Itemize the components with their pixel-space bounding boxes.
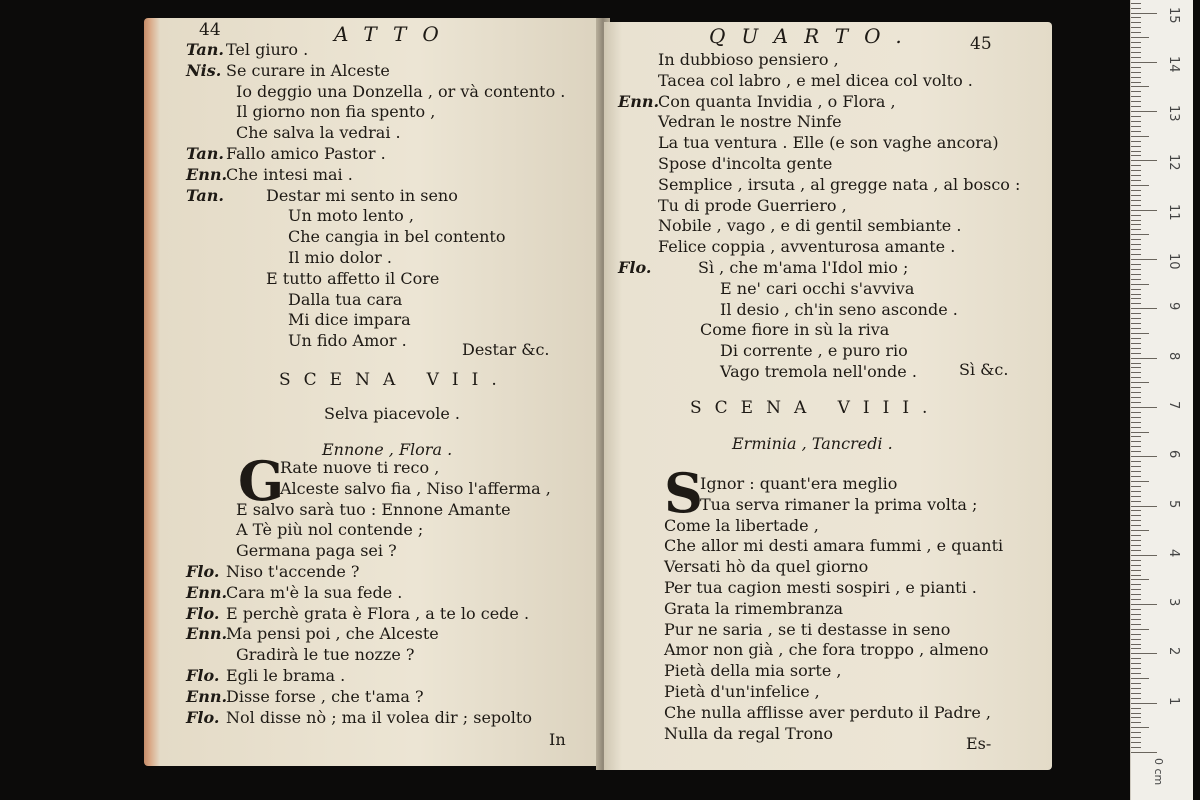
ruler-tick [1131,27,1141,28]
ruler-tick [1131,185,1149,186]
ruler-number: 8 [1166,351,1181,360]
ruler-tick [1131,155,1141,156]
page-number-left: 44 [199,20,221,40]
ruler-tick [1131,82,1141,83]
ruler-tick [1131,604,1157,605]
verse-line: Che nulla afflisse aver perduto il Padre , [664,702,991,722]
ruler-tick [1131,106,1141,107]
ruler-tick [1131,289,1141,290]
verse-line: Il desio , ch'in seno asconde . [720,299,958,319]
ruler-tick [1131,668,1141,669]
ruler-tick [1131,259,1157,260]
aria-repeat-left: Destar &c. [462,340,550,359]
ruler-number: 6 [1166,450,1181,459]
ruler-tick [1131,550,1141,551]
ruler-tick [1131,195,1141,196]
speaker-label: Flo. [186,562,220,581]
ruler-tick [1131,476,1141,477]
ruler-tick [1131,658,1141,659]
verse-line: Un fido Amor . [288,331,407,351]
ruler-tick [1131,698,1141,699]
ruler-tick [1131,570,1141,571]
drop-cap-left: G [238,449,285,513]
ruler-tick [1131,382,1149,383]
ruler-tick [1131,525,1141,526]
ruler-tick [1131,146,1141,147]
ruler-tick [1131,422,1141,423]
verse-line: Alceste salvo fia , Niso l'afferma , [280,478,551,498]
verse-line: Nulla da regal Trono [664,723,834,743]
ruler-tick [1131,205,1141,206]
verse-line: Il giorno non fia spento , [236,102,436,122]
verse-line: Fallo amico Pastor . [226,144,386,163]
verse-line: Mi dice impara [288,310,411,330]
ruler-tick [1131,131,1141,132]
ruler-tick [1131,609,1141,610]
verse-line: Grata la rimembranza [664,598,844,618]
running-head-right: QUARTO. [709,24,918,48]
ruler-tick [1131,496,1141,497]
verse-line: Come fiore in sù la riva [700,320,890,340]
ruler-tick [1131,52,1141,53]
verse-line: Germana paga sei ? [236,541,397,561]
ruler-tick [1131,515,1141,516]
verse-line: Ma pensi poi , che Alceste [226,624,439,644]
ruler-tick [1131,491,1141,492]
ruler-tick [1131,308,1157,309]
ruler-tick [1131,67,1141,68]
ruler-tick [1131,210,1157,211]
verse-line: Rate nuove ti reco , [280,458,440,477]
ruler-tick [1131,111,1157,112]
speaker-label: Enn. [186,164,228,184]
ruler-tick [1131,13,1157,14]
ruler-tick [1131,392,1141,393]
verse-line: Nol disse nò ; ma il volea dir ; sepolto [226,707,532,727]
ruler-tick [1131,737,1141,738]
verse-line: Egli le brama . [226,666,346,685]
speaker-label: Tan. [186,144,224,163]
ruler-tick [1131,412,1141,413]
ruler-tick [1131,190,1141,191]
ruler-tick [1131,752,1157,753]
ruler-tick [1131,234,1149,235]
ruler-number: 11 [1166,203,1181,221]
page-number-right: 45 [970,34,992,54]
ruler-tick [1131,727,1149,728]
speaker-label: Flo. [186,707,220,727]
ruler-tick [1131,446,1141,447]
scene-characters-right: Erminia , Tancredi . [732,434,893,453]
ruler-tick [1131,91,1141,92]
verse-line: Dalla tua cara [288,289,403,309]
verse-line: Felice coppia , avventurosa amante . [658,237,956,257]
ruler-tick [1131,703,1157,704]
ruler-tick [1131,535,1141,536]
ruler-tick [1131,584,1141,585]
ruler-number: 12 [1166,154,1181,171]
ruler-tick [1131,456,1157,457]
ruler-tick [1131,32,1141,33]
ruler-tick [1131,732,1141,733]
measurement-ruler [1130,0,1193,800]
ruler-tick [1131,279,1141,280]
ruler-tick [1131,165,1141,166]
ruler-tick [1131,545,1141,546]
ruler-tick [1131,86,1149,87]
verse-line: La tua ventura . Elle (e son vaghe ancora) [658,133,999,153]
verse-line: Tu di prode Guerriero , [658,195,847,215]
ruler-number: 7 [1166,400,1181,410]
ruler-tick [1131,402,1141,403]
ruler-tick [1131,323,1141,324]
verse-line: Versati hò da quel giorno [664,557,869,577]
ruler-number: 3 [1166,598,1181,607]
verse-line: Tua serva rimaner la prima volta ; [700,494,978,514]
verse-line: Pietà della mia sorte , [664,661,842,681]
ruler-tick [1131,215,1141,216]
ruler-number: 13 [1166,105,1181,122]
verse-line: Pur ne saria , se ti destasse in seno [664,619,951,639]
ruler-tick [1131,619,1141,620]
verse-line: Che salva la vedrai . [236,123,401,143]
speaker-label: Flo. [186,603,220,623]
ruler-tick [1131,249,1141,250]
verse-line: E tutto affetto il Core [266,268,440,288]
ruler-tick [1131,353,1141,354]
ruler-number: 15 [1166,6,1181,24]
ruler-tick [1131,634,1141,635]
ruler-tick [1131,717,1141,718]
ruler-tick [1131,170,1141,171]
verse-line: In dubbioso pensiero , [658,50,839,69]
ruler-number: 5 [1166,499,1181,508]
ruler-number: 1 [1166,696,1181,705]
verse-line: Per tua cagion mesti sospiri , e pianti . [664,578,977,597]
ruler-tick [1131,101,1141,102]
ruler-tick [1131,530,1149,531]
verse-line: Se curare in Alceste [226,60,390,80]
catchword-left: In [549,730,566,749]
ruler-tick [1131,126,1141,127]
verse-line: Nobile , vago , e di gentil sembiante . [658,216,962,236]
verse-line: Sì , che m'ama l'Idol mio ; [698,258,909,277]
ruler-tick [1131,639,1141,640]
verse-line: Spose d'incolta gente [658,154,833,173]
ruler-unit-label: 0 cm [1152,758,1165,786]
verse-line: Il mio dolor . [288,248,392,267]
ruler-tick [1131,303,1141,304]
ruler-tick [1131,244,1141,245]
scene-setting: Selva piacevole . [324,404,460,423]
verse-line: Ignor : quant'era meglio [700,474,898,493]
ruler-tick [1131,141,1141,142]
ruler-tick [1131,220,1141,221]
verse-line: Disse forse , che t'ama ? [226,686,424,706]
speaker-label: Tan. [186,40,224,59]
verse-line: Un moto lento , [288,206,414,226]
ruler-tick [1131,333,1149,334]
verse-line: E perchè grata è Flora , a te lo cede . [226,603,530,623]
verse-line: Vago tremola nell'onde . [720,362,917,381]
ruler-tick [1131,200,1141,201]
ruler-tick [1131,713,1141,714]
speaker-label: Enn. [186,624,228,644]
verse-line: Cara m'è la sua fede . [226,582,403,602]
ruler-tick [1131,313,1141,314]
ruler-tick [1131,501,1141,502]
ruler-tick [1131,510,1141,511]
ruler-tick [1131,274,1141,275]
scene-characters-left: Ennone , Flora . [322,440,453,459]
ruler-tick [1131,722,1141,723]
verse-line: Tel giuro . [226,40,309,59]
ruler-tick [1131,560,1141,561]
ruler-number: 14 [1166,55,1181,73]
ruler-tick [1131,72,1141,73]
ruler-tick [1131,432,1149,433]
ruler-tick [1131,436,1141,437]
ruler-tick [1131,708,1141,709]
ruler-tick [1131,614,1141,615]
running-head-left: ATTO [334,22,455,46]
ruler-tick [1131,229,1141,230]
ruler-tick [1131,486,1141,487]
verse-line: Niso t'accende ? [226,562,360,581]
ruler-tick [1131,224,1141,225]
ruler-tick [1131,678,1149,679]
ruler-tick [1131,284,1149,285]
ruler-tick [1131,22,1141,23]
ruler-tick [1131,565,1141,566]
ruler-tick [1131,520,1141,521]
ruler-tick [1131,358,1157,359]
ruler-tick [1131,387,1141,388]
ruler-tick [1131,742,1141,743]
ruler-tick [1131,160,1157,161]
ruler-tick [1131,367,1141,368]
left-page [144,18,600,766]
ruler-tick [1131,653,1157,654]
ruler-tick [1131,461,1141,462]
verse-line: Di corrente , e puro rio [720,341,908,361]
ruler-tick [1131,688,1141,689]
ruler-tick [1131,37,1149,38]
ruler-tick [1131,62,1157,63]
ruler-tick [1131,648,1141,649]
scene-heading-right: SCENA VIII. [690,398,941,418]
ruler-tick [1131,441,1141,442]
ruler-tick [1131,175,1141,176]
catchword-right: Es- [966,734,992,753]
verse-line: Semplice , irsuta , al gregge nata , al bosco : [658,174,1021,194]
verse-line: Tacea col labro , e mel dicea col volto . [658,70,973,90]
ruler-tick [1131,372,1141,373]
ruler-tick [1131,555,1157,556]
ruler-number: 4 [1166,548,1181,558]
ruler-tick [1131,328,1141,329]
speaker-label: Tan. [186,185,224,205]
ruler-tick [1131,180,1141,181]
ruler-tick [1131,254,1141,255]
ruler-number: 9 [1166,302,1181,311]
speaker-label: Enn. [186,686,228,706]
ruler-tick [1131,589,1141,590]
verse-line: Io deggio una Donzella , or và contento . [236,81,566,101]
ruler-tick [1131,8,1141,9]
ruler-tick [1131,451,1141,452]
right-page [604,22,1052,770]
ruler-tick [1131,348,1141,349]
ruler-number: 2 [1166,647,1181,656]
scene-heading-left: SCENA VII. [279,370,510,390]
verse-line: Con quanta Invidia , o Flora , [658,91,896,111]
ruler-tick [1131,264,1141,265]
ruler-tick [1131,136,1149,137]
ruler-tick [1131,575,1141,576]
ruler-number: 10 [1166,253,1181,270]
ruler-tick [1131,673,1141,674]
ruler-tick [1131,77,1141,78]
ruler-tick [1131,599,1141,600]
ruler-tick [1131,417,1141,418]
speaker-label: Enn. [186,582,228,602]
ruler-tick [1131,397,1141,398]
drop-cap-right: S [664,461,703,525]
ruler-tick [1131,407,1157,408]
ruler-tick [1131,427,1141,428]
verse-line: A Tè più nol contende ; [236,520,424,540]
speaker-label: Flo. [618,258,652,277]
verse-line: Pietà d'un'infelice , [664,682,820,701]
ruler-tick [1131,151,1141,152]
speaker-label: Flo. [186,666,220,685]
ruler-tick [1131,343,1141,344]
aria-repeat-right: Sì &c. [959,360,1009,379]
verse-line: E ne' cari occhi s'avviva [720,278,915,298]
ruler-tick [1131,624,1141,625]
ruler-tick [1131,298,1141,299]
speaker-label: Enn. [618,91,660,111]
ruler-tick [1131,294,1141,295]
verse-line: Destar mi sento in seno [266,185,458,205]
ruler-tick [1131,239,1141,240]
ruler-tick [1131,466,1141,467]
ruler-tick [1131,683,1141,684]
verse-line: Amor non già , che fora troppo , almeno [664,640,989,660]
ruler-tick [1131,269,1141,270]
ruler-tick [1131,338,1141,339]
ruler-tick [1131,377,1141,378]
speaker-label: Nis. [186,60,222,80]
ruler-tick [1131,693,1141,694]
ruler-tick [1131,471,1141,472]
open-book [134,18,1054,776]
ruler-tick [1131,318,1141,319]
ruler-tick [1131,481,1149,482]
verse-line: Vedran le nostre Ninfe [658,112,842,132]
ruler-tick [1131,506,1157,507]
verse-line: Come la libertade , [664,515,819,535]
ruler-tick [1131,96,1141,97]
verse-line: Che cangia in bel contento [288,227,506,247]
ruler-tick [1131,579,1149,580]
ruler-tick [1131,42,1141,43]
ruler-tick [1131,3,1141,4]
verse-line: Che intesi mai . [226,164,353,184]
ruler-tick [1131,540,1141,541]
ruler-tick [1131,629,1149,630]
ruler-tick [1131,47,1141,48]
ruler-tick [1131,363,1141,364]
ruler-tick [1131,747,1141,748]
ruler-tick [1131,663,1141,664]
ruler-tick [1131,594,1141,595]
verse-line: E salvo sarà tuo : Ennone Amante [236,499,511,519]
ruler-tick [1131,116,1141,117]
ruler-tick [1131,57,1141,58]
verse-line: Gradirà le tue nozze ? [236,645,415,665]
ruler-tick [1131,121,1141,122]
ruler-tick [1131,644,1141,645]
verse-line: Che allor mi desti amara fummi , e quanti [664,536,1004,556]
ruler-tick [1131,17,1141,18]
